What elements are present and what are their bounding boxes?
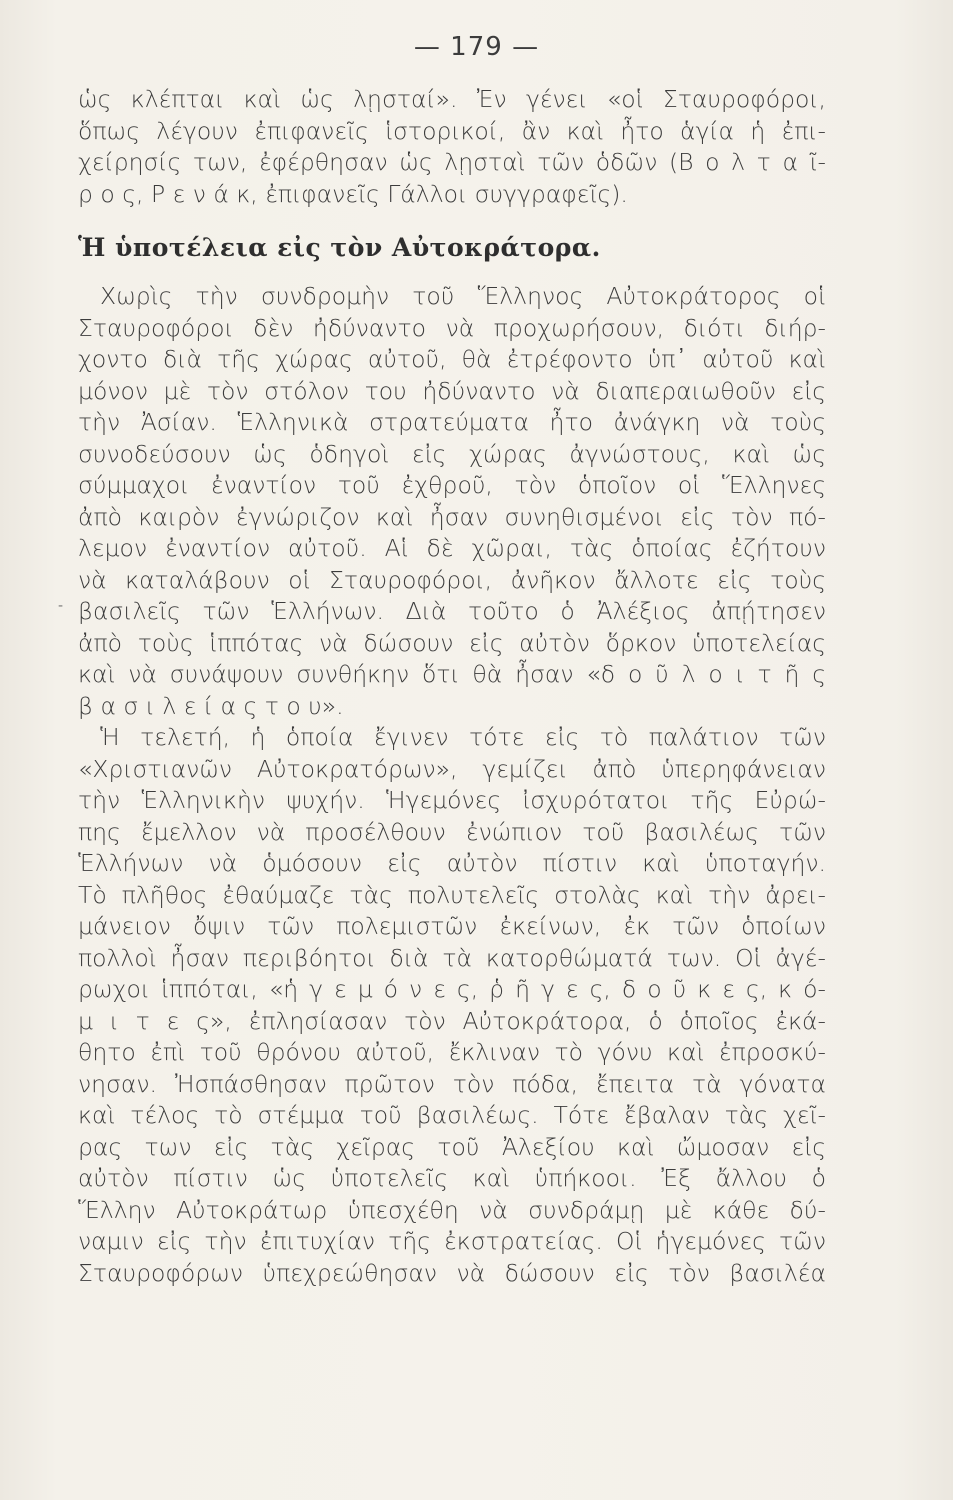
text-line: ρωχοι ἱππόται, «ἡ γ ε μ ό ν ε ς, ῥ ῆ γ ε ς, δ ο ῦ κ ε ς, κ ό-	[78, 975, 826, 1003]
text-line: πης ἔμελλον νὰ προσέλθουν ἐνώπιον τοῦ βασιλέως τῶν	[78, 817, 826, 846]
text-line: ρας των εἰς τὰς χεῖρας τοῦ Ἀλεξίου καὶ ὤμοσαν εἰς	[78, 1132, 826, 1161]
text-line: Χωρὶς τὴν συνδρομὴν τοῦ Ἕλληνος Αὐτοκράτορος οἱ	[100, 282, 826, 310]
text-line: Σταυροφόρων ὑπεχρεώθησαν νὰ δώσουν εἰς τὸν βασιλέα	[78, 1258, 826, 1287]
text-line: λεμον ἐναντίον αὐτοῦ. Αἱ δὲ χῶραι, τὰς ὁποίας ἐζήτουν	[78, 534, 826, 562]
text-line: ὅπως λέγουν ἐπιφανεῖς ἱστορικοί, ἂν καὶ ἦτο ἁγία ἡ ἐπι-	[78, 116, 826, 145]
margin-mark: -	[58, 598, 64, 614]
text-line: Ἑλλήνων νὰ ὁμόσουν εἰς αὐτὸν πίστιν καὶ ὑποταγήν.	[78, 849, 826, 877]
text-line: καὶ νὰ συνάψουν συνθήκην ὅτι θὰ ἦσαν «δ ο ῦ λ ο ι τ ῆ ς	[78, 660, 826, 688]
section-heading: Ἡ ὑποτέλεια εἰς τὸν Αὐτοκράτορα.	[78, 233, 601, 262]
text-line: συνοδεύσουν ὡς ὁδηγοὶ εἰς χώρας ἀγνώστους, καὶ ὡς	[78, 439, 826, 468]
text-line: καὶ τέλος τὸ στέμμα τοῦ βασιλέως. Τότε ἔβαλαν τὰς χεῖ-	[78, 1101, 826, 1129]
text-line: β α σ ι λ ε ί α ς τ ο υ».	[78, 691, 344, 720]
text-line: πολλοὶ ἦσαν περιβόητοι διὰ τὰ κατορθώματά των. Οἱ ἀγέ-	[78, 943, 826, 972]
text-line: ἀπὸ τοὺς ἱππότας νὰ δώσουν εἰς αὐτὸν ὅρκον ὑποτελείας	[78, 628, 826, 657]
text-line: Ἕλλην Αὐτοκράτωρ ὑπεσχέθη νὰ συνδράμῃ μὲ κάθε δύ-	[78, 1195, 826, 1224]
text-line: σύμμαχοι ἐναντίον τοῦ ἐχθροῦ, τὸν ὁποῖον οἱ Ἕλληνες	[78, 471, 826, 499]
text-line: χείρησίς των, ἐφέρθησαν ὡς λῃσταὶ τῶν ὁδῶν (Β ο λ τ α ῖ-	[78, 148, 826, 176]
text-line: τὴν Ἀσίαν. Ἑλληνικὰ στρατεύματα ἦτο ἀνάγκη νὰ τοὺς	[78, 408, 826, 436]
text-line: ὡς κλέπται καὶ ὡς λῃσταί». Ἐν γένει «οἱ Σταυροφόροι,	[78, 85, 826, 113]
text-line: μ ι τ ε ς», ἐπλησίασαν τὸν Αὐτοκράτορα, ὁ ὁποῖος ἐκά-	[78, 1006, 826, 1035]
text-line: αὐτὸν πίστιν ὡς ὑποτελεῖς καὶ ὑπήκοοι. Ἐξ ἄλλου ὁ	[78, 1164, 826, 1192]
text-line: βασιλεῖς τῶν Ἑλλήνων. Διὰ τοῦτο ὁ Ἀλέξιος ἀπῄτησεν	[78, 597, 826, 625]
text-line: Ἡ τελετή, ἡ ὁποία ἔγινεν τότε εἰς τὸ παλάτιον τῶν	[100, 723, 826, 751]
page-number: — 179 —	[413, 32, 540, 62]
text-line: νησαν. Ἠσπάσθησαν πρῶτον τὸν πόδα, ἔπειτα τὰ γόνατα	[78, 1069, 826, 1098]
text-line: χοντο διὰ τῆς χώρας αὐτοῦ, θὰ ἐτρέφοντο ὑπ᾽ αὐτοῦ καὶ	[78, 345, 826, 373]
text-line: μάνειον ὄψιν τῶν πολεμιστῶν ἐκείνων, ἐκ τῶν ὁποίων	[78, 912, 826, 940]
paragraph-2	[78, 281, 826, 1289]
text-line: ἀπὸ καιρὸν ἐγνώριζον καὶ ἦσαν συνηθισμένοι εἰς τὸν πό-	[78, 502, 826, 531]
text-line: ρ ο ς, Ρ ε ν ά κ, ἐπιφανεῖς Γάλλοι συγγραφεῖς).	[78, 179, 628, 208]
paragraph-1	[78, 84, 826, 210]
text-line: «Χριστιανῶν Αὐτοκρατόρων», γεμίζει ἀπὸ ὑπερηφάνειαν	[78, 754, 826, 783]
text-line: Σταυροφόροι δὲν ἠδύναντο νὰ προχωρήσουν, διότι διήρ-	[78, 313, 826, 342]
text-line: μόνον μὲ τὸν στόλον του ἠδύναντο νὰ διαπεραιωθοῦν εἰς	[78, 376, 826, 405]
text-line: ναμιν εἰς τὴν ἐπιτυχίαν τῆς ἐκστρατείας. Οἱ ἡγεμόνες τῶν	[78, 1227, 826, 1255]
text-line: νὰ καταλάβουν οἱ Σταυροφόροι, ἀνῆκον ἄλλοτε εἰς τοὺς	[78, 565, 826, 594]
text-line: θητο ἐπὶ τοῦ θρόνου αὐτοῦ, ἔκλιναν τὸ γόνυ καὶ ἐπροσκύ-	[78, 1038, 826, 1066]
text-line: Τὸ πλῆθος ἐθαύμαζε τὰς πολυτελεῖς στολὰς καὶ τὴν ἀρει-	[78, 880, 826, 909]
text-line: τὴν Ἑλληνικὴν ψυχήν. Ἡγεμόνες ἰσχυρότατοι τῆς Εὐρώ-	[78, 786, 826, 814]
